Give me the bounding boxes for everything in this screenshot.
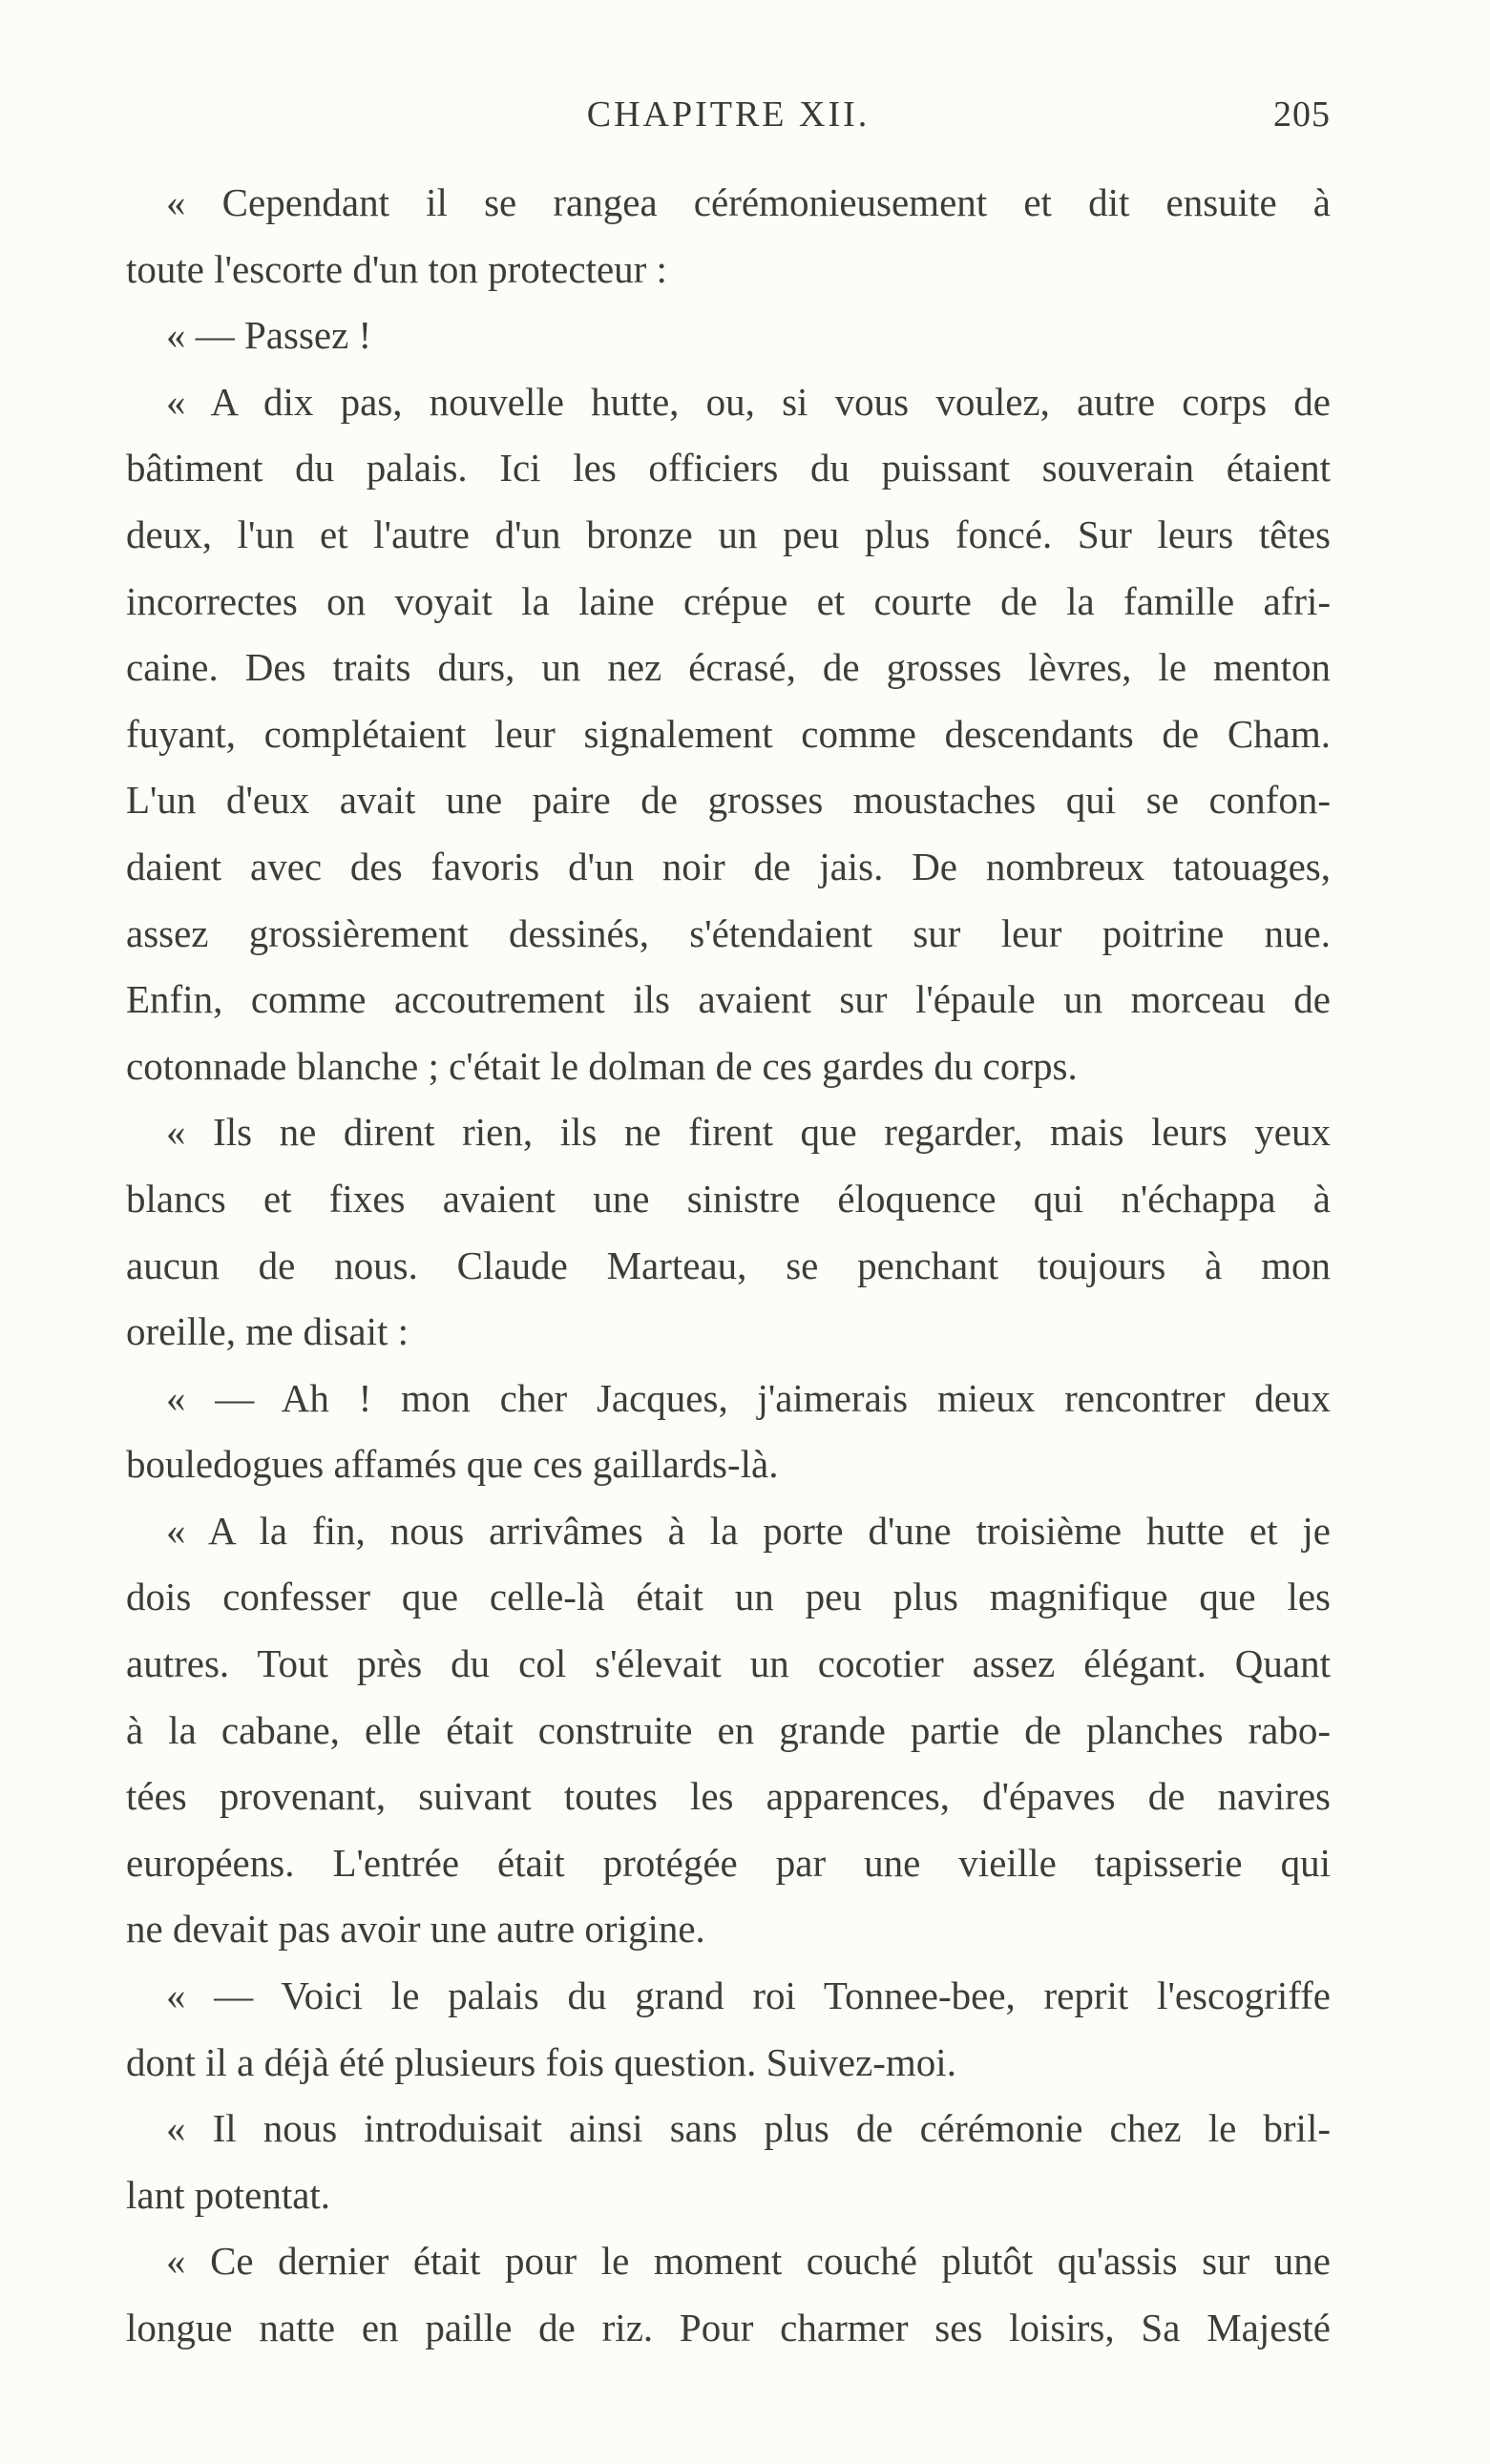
page-number: 205 [1273,94,1331,135]
text-line: incorrectes on voyait la laine crépue et courte de la famille afri- [126,578,1331,623]
text-line: « A la fin, nous arrivâmes à la porte d'une troisième hutte et je [166,1508,1331,1553]
text-line: « A dix pas, nouvelle hutte, ou, si vous voulez, autre corps de [166,379,1331,424]
text-line: cotonnade blanche ; c'était le dolman de ces gardes du corps. [126,1043,1078,1088]
text-line: oreille, me disait : [126,1309,409,1354]
text-line: aucun de nous. Claude Marteau, se penchant toujours à mon [126,1242,1331,1287]
text-line: autres. Tout près du col s'élevait un cocotier assez élégant. Quant [126,1641,1331,1686]
text-line: blancs et fixes avaient une sinistre éloquence qui n'échappa à [126,1176,1331,1221]
text-line: dois confesser que celle-là était un peu plus magnifique que les [126,1575,1331,1619]
text-line: à la cabane, elle était construite en grande partie de planches rabo- [126,1707,1331,1752]
text-line: bâtiment du palais. Ici les officiers du puissant souverain étaient [126,446,1331,491]
text-line: fuyant, complétaient leur signalement comme descendants de Cham. [126,711,1331,756]
text-line: « Il nous introduisait ainsi sans plus de cérémonie chez le bril- [166,2106,1331,2151]
text-line: européens. L'entrée était protégée par une vieille tapisserie qui [126,1840,1331,1885]
text-line: « Ce dernier était pour le moment couché plutôt qu'assis sur une [166,2239,1331,2284]
text-line: daient avec des favoris d'un noir de jais. De nombreux tatouages, [126,844,1331,888]
text-line: toute l'escorte d'un ton protecteur : [126,246,667,291]
text-line: assez grossièrement dessinés, s'étendaient sur leur poitrine nue. [126,910,1331,955]
body-text [126,170,1331,2362]
text-line: caine. Des traits durs, un nez écrasé, de grosses lèvres, le menton [126,645,1331,690]
text-line: longue natte en paille de riz. Pour charmer ses loisirs, Sa Majesté [126,2306,1331,2349]
text-line: tées provenant, suivant toutes les apparences, d'épaves de navires [126,1774,1331,1819]
text-line: « Cependant il se rangea cérémonieusement et dit ensuite à [166,180,1331,224]
text-line: L'un d'eux avait une paire de grosses moustaches qui se confon- [126,778,1331,823]
text-line: lant potentat. [126,2172,331,2217]
page-header [126,94,1331,147]
text-line: « — Passez ! [166,313,372,358]
text-line: « — Voici le palais du grand roi Tonnee-bee, reprit l'escogriffe [166,1973,1331,2018]
text-line: « — Ah ! mon cher Jacques, j'aimerais mieux rencontrer deux [166,1375,1331,1420]
text-line: deux, l'un et l'autre d'un bronze un peu plus foncé. Sur leurs têtes [126,512,1331,556]
running-title: CHAPITRE XII. [586,94,871,135]
text-line: dont il a déjà été plusieurs fois question. Suivez-moi. [126,2039,956,2084]
text-line: ne devait pas avoir une autre origine. [126,1907,705,1952]
text-line: bouledogues affamés que ces gaillards-là. [126,1442,779,1487]
text-line: « Ils ne dirent rien, ils ne firent que regarder, mais leurs yeux [166,1110,1331,1155]
text-line: Enfin, comme accoutrement ils avaient sur l'épaule un morceau de [126,977,1331,1022]
